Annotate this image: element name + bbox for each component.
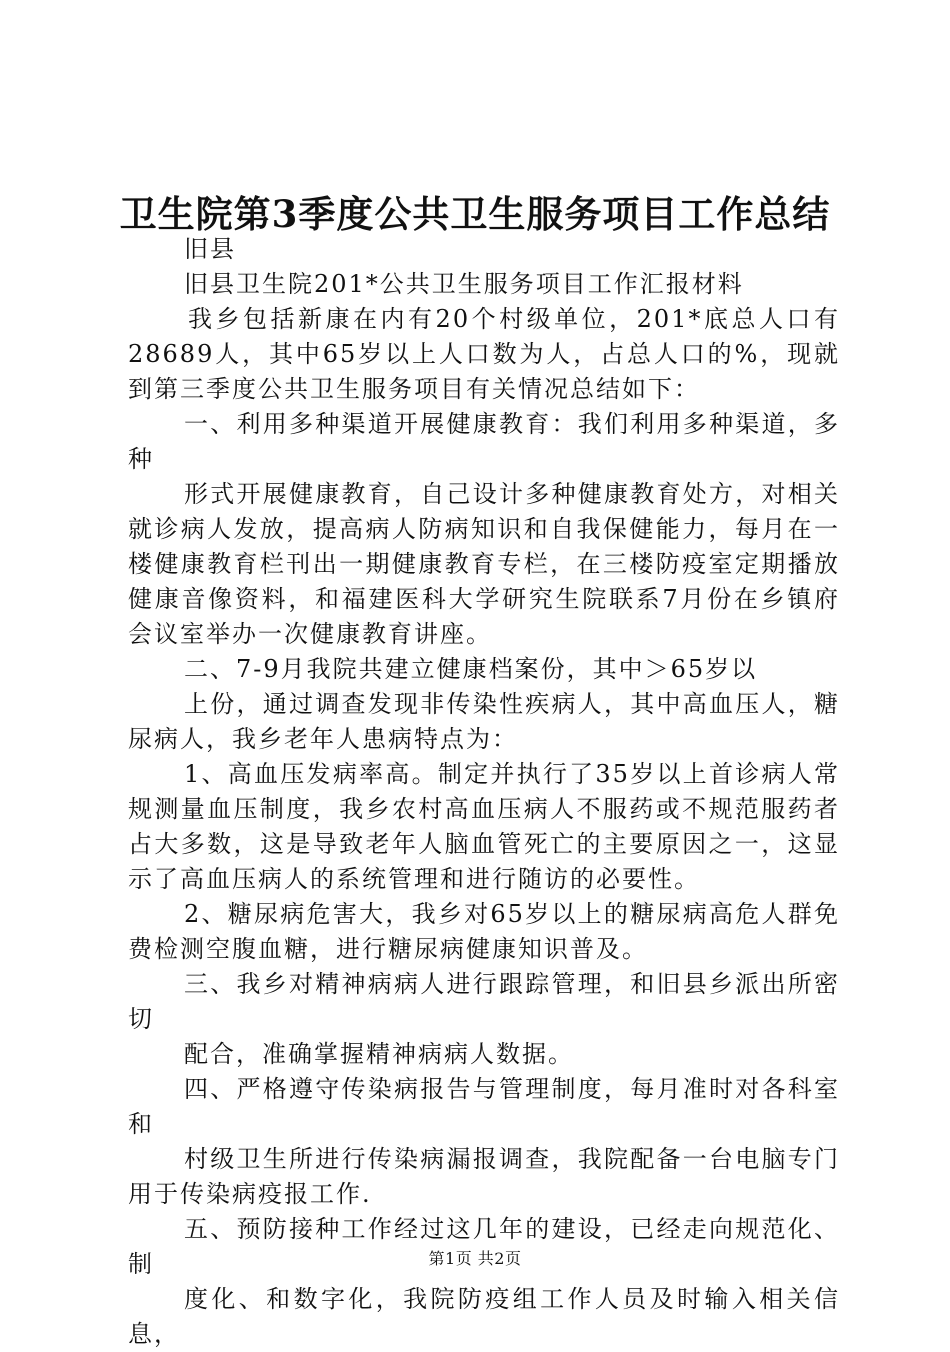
- paragraph-13: 村级卫生所进行传染病漏报调查，我院配备一台电脑专门用于传染病疫报工作.: [128, 1145, 840, 1208]
- paragraph-9: 2、糖尿病危害大，我乡对65岁以上的糖尿病高危人群免费检测空腹血糖，进行糖尿病健康知识普及。: [128, 900, 840, 963]
- paragraph-7: 上份，通过调查发现非传染性疾病人，其中高血压人，糖尿病人，我乡老年人患病特点为：: [128, 690, 840, 753]
- paragraph-14: 五、预防接种工作经过这几年的建设，已经走向规范化、制: [128, 1215, 840, 1278]
- paragraph-6: 二、7-9月我院共建立健康档案份，其中＞65岁以: [184, 655, 758, 683]
- paragraph-11: 配合，准确掌握精神病病人数据。: [184, 1040, 574, 1068]
- paragraph-2: 旧县卫生院201*公共卫生服务项目工作汇报材料: [184, 270, 744, 298]
- page-footer: 第1页 共2页: [428, 1249, 522, 1268]
- document-title: 卫生院第3季度公共卫生服务项目工作总结: [119, 192, 831, 236]
- paragraph-1: 旧县: [184, 235, 236, 263]
- paragraph-8: 1、高血压发病率高。制定并执行了35岁以上首诊病人常规测量血压制度，我乡农村高血压病人不服药或不规范服药者占大多数，这是导致老年人脑血管死亡的主要原因之一，这显示了高血压病人的系统管理和进行随访的必要性。: [128, 760, 840, 893]
- paragraph-3: 我乡包括新康在内有20个村级单位，201*底总人口有28689人，其中65岁以上人口数为人，占总人口的%，现就到第三季度公共卫生服务项目有关情况总结如下：: [128, 305, 840, 403]
- paragraph-12: 四、严格遵守传染病报告与管理制度，每月准时对各科室和: [128, 1075, 840, 1138]
- paragraph-10: 三、我乡对精神病病人进行跟踪管理，和旧县乡派出所密切: [128, 970, 840, 1033]
- paragraph-15: 度化、和数字化，我院防疫组工作人员及时输入相关信息，: [128, 1285, 840, 1348]
- paragraph-4: 一、利用多种渠道开展健康教育：我们利用多种渠道，多种: [128, 410, 840, 473]
- paragraph-5: 形式开展健康教育，自己设计多种健康教育处方，对相关就诊病人发放，提高病人防病知识和自我保健能力，每月在一楼健康教育栏刊出一期健康教育专栏，在三楼防疫室定期播放健康音像资料，和福建医科大学研究生院联系7月份在乡镇府会议室举办一次健康教育讲座。: [128, 480, 840, 648]
- document-body: [128, 232, 840, 1352]
